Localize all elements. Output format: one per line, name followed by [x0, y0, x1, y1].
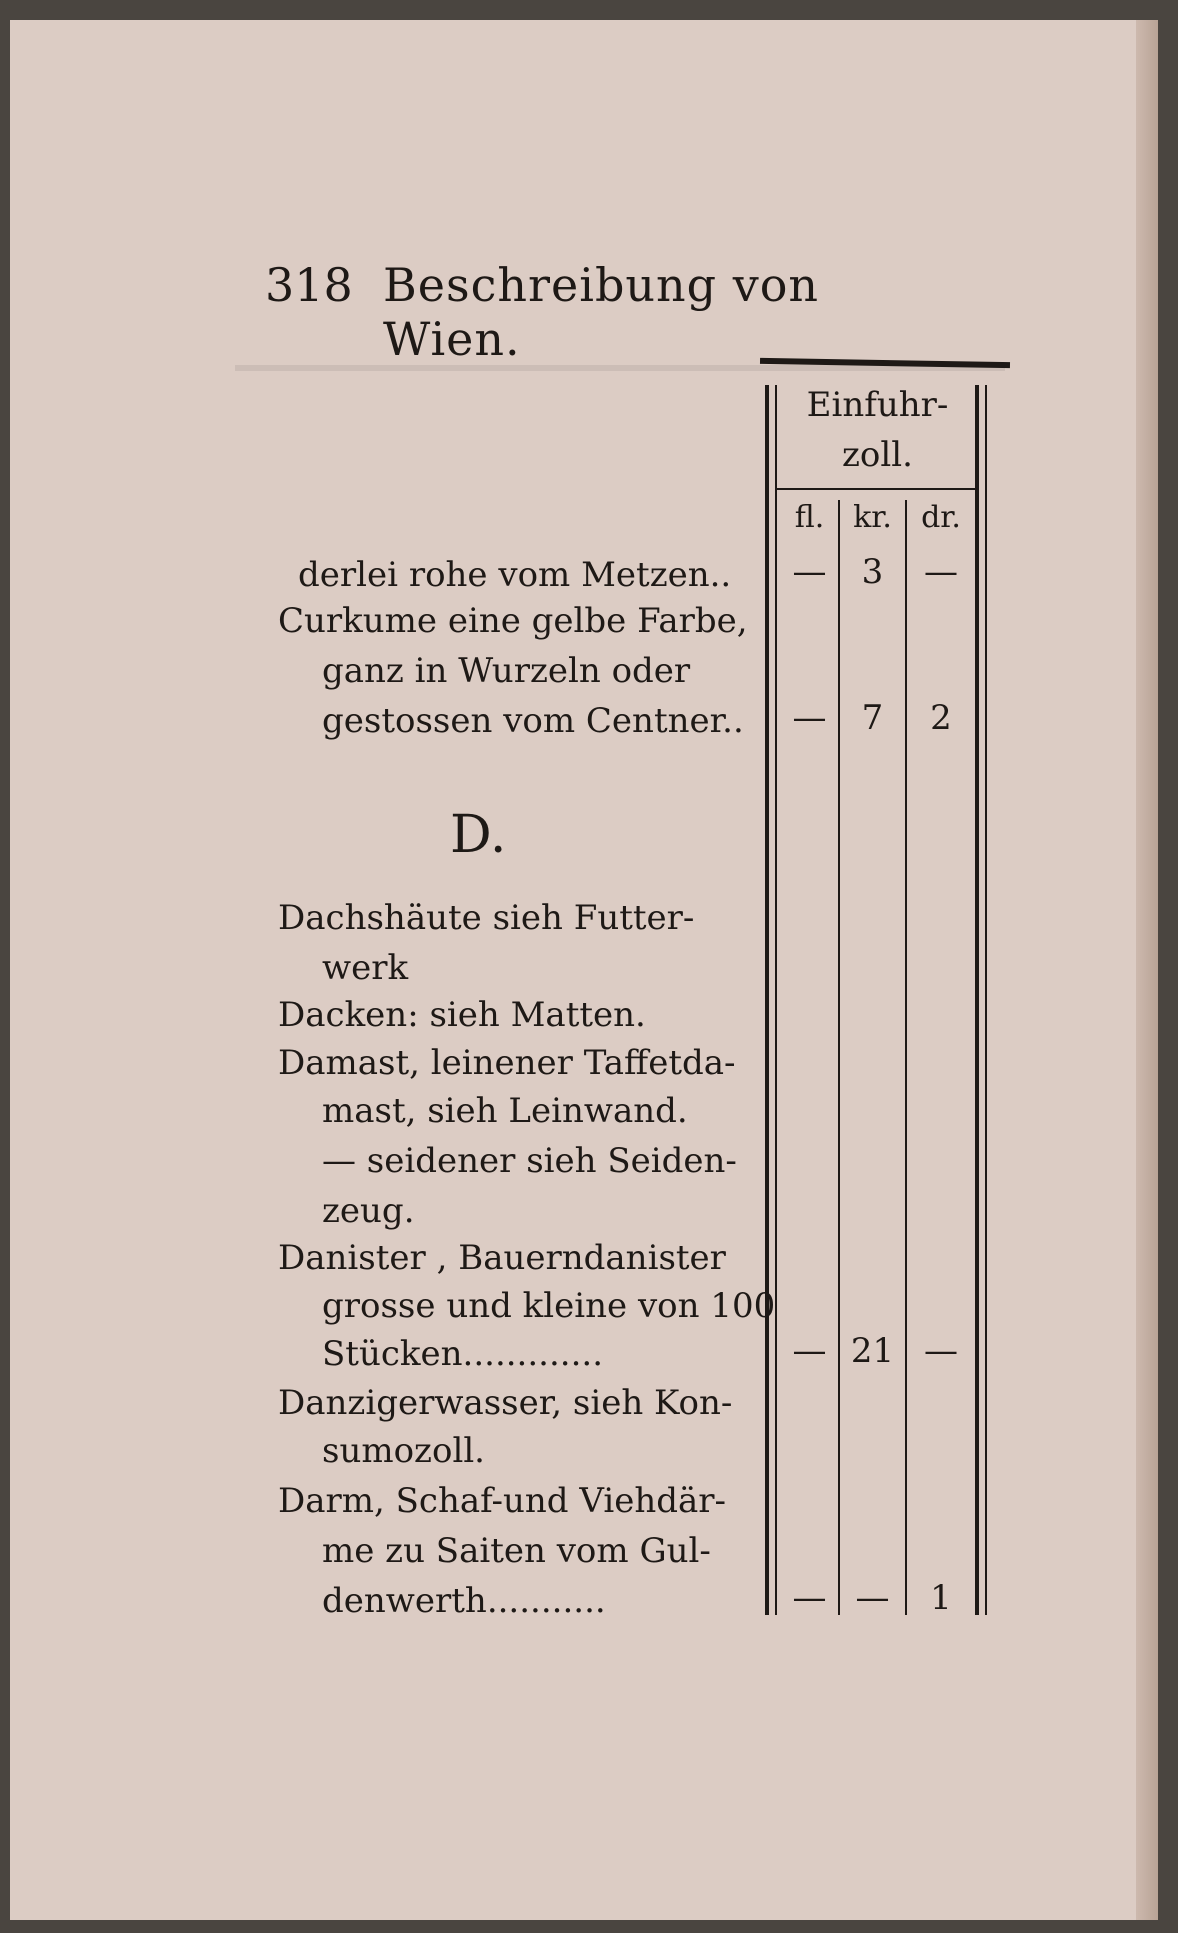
column-rule-fl [838, 500, 840, 1615]
entry-line: Dacken: sieh Matten. [278, 995, 646, 1035]
entry-value-kr: 3 [861, 552, 884, 592]
section-letter: D. [450, 805, 507, 865]
entry-line: me zu Saiten vom Gul- [322, 1531, 711, 1571]
entry-line: Darm, Schaf-und Viehdär- [278, 1481, 726, 1521]
entry-line: sumozoll. [322, 1431, 485, 1471]
page-title: Beschreibung von Wien. [383, 258, 820, 366]
column-rule-right-inner [985, 385, 987, 1615]
entry-line: werk [322, 948, 409, 988]
column-head-rule [775, 488, 975, 490]
entry-line: — seidener sieh Seiden- [322, 1141, 737, 1181]
entry-value-kr: — [855, 1578, 890, 1618]
column-group-title-2: zoll. [842, 435, 913, 475]
entry-line: Curkume eine gelbe Farbe, [278, 601, 748, 641]
entry-value-fl: — [792, 1331, 827, 1371]
entry-value-dr: — [924, 552, 958, 592]
entry-value-kr: 7 [861, 698, 884, 738]
entry-value-fl: — [792, 1578, 827, 1618]
entry-value-fl: — [792, 552, 827, 592]
entry-line: derlei rohe vom Metzen.. [298, 555, 732, 595]
entry-value-dr: — [924, 1331, 958, 1371]
column-rule-left [765, 385, 769, 1615]
page-edge [1136, 20, 1158, 1920]
entry-line: mast, sieh Leinwand. [322, 1091, 688, 1131]
entry-line: zeug. [322, 1191, 415, 1231]
column-rule-left-inner [775, 385, 777, 1615]
column-kr-header: kr. [853, 500, 892, 535]
entry-line: Danzigerwasser, sieh Kon- [278, 1383, 733, 1423]
entry-value-kr: 21 [850, 1331, 895, 1371]
entry-line: Stücken............. [322, 1334, 604, 1374]
column-rule-right [975, 385, 979, 1615]
entry-line: grosse und kleine von 100 [322, 1286, 776, 1326]
entry-line: Danister , Bauerndanister [278, 1238, 726, 1278]
column-dr-header: dr. [921, 500, 961, 535]
entry-value-dr: 2 [930, 698, 952, 738]
entry-line: ganz in Wurzeln oder [322, 651, 691, 691]
column-group-title-1: Einfuhr- [806, 385, 949, 425]
column-fl-header: fl. [794, 500, 825, 535]
running-header [265, 258, 965, 366]
entry-line: denwerth........... [322, 1581, 606, 1621]
entry-line: gestossen vom Centner.. [322, 701, 744, 741]
entry-value-dr: 1 [930, 1578, 952, 1618]
entry-value-fl: — [792, 698, 827, 738]
entry-line: Damast, leinener Taffetda- [278, 1043, 736, 1083]
column-rule-kr [905, 500, 907, 1615]
entry-line: Dachshäute sieh Futter- [278, 898, 695, 938]
page-number: 318 [265, 258, 353, 312]
